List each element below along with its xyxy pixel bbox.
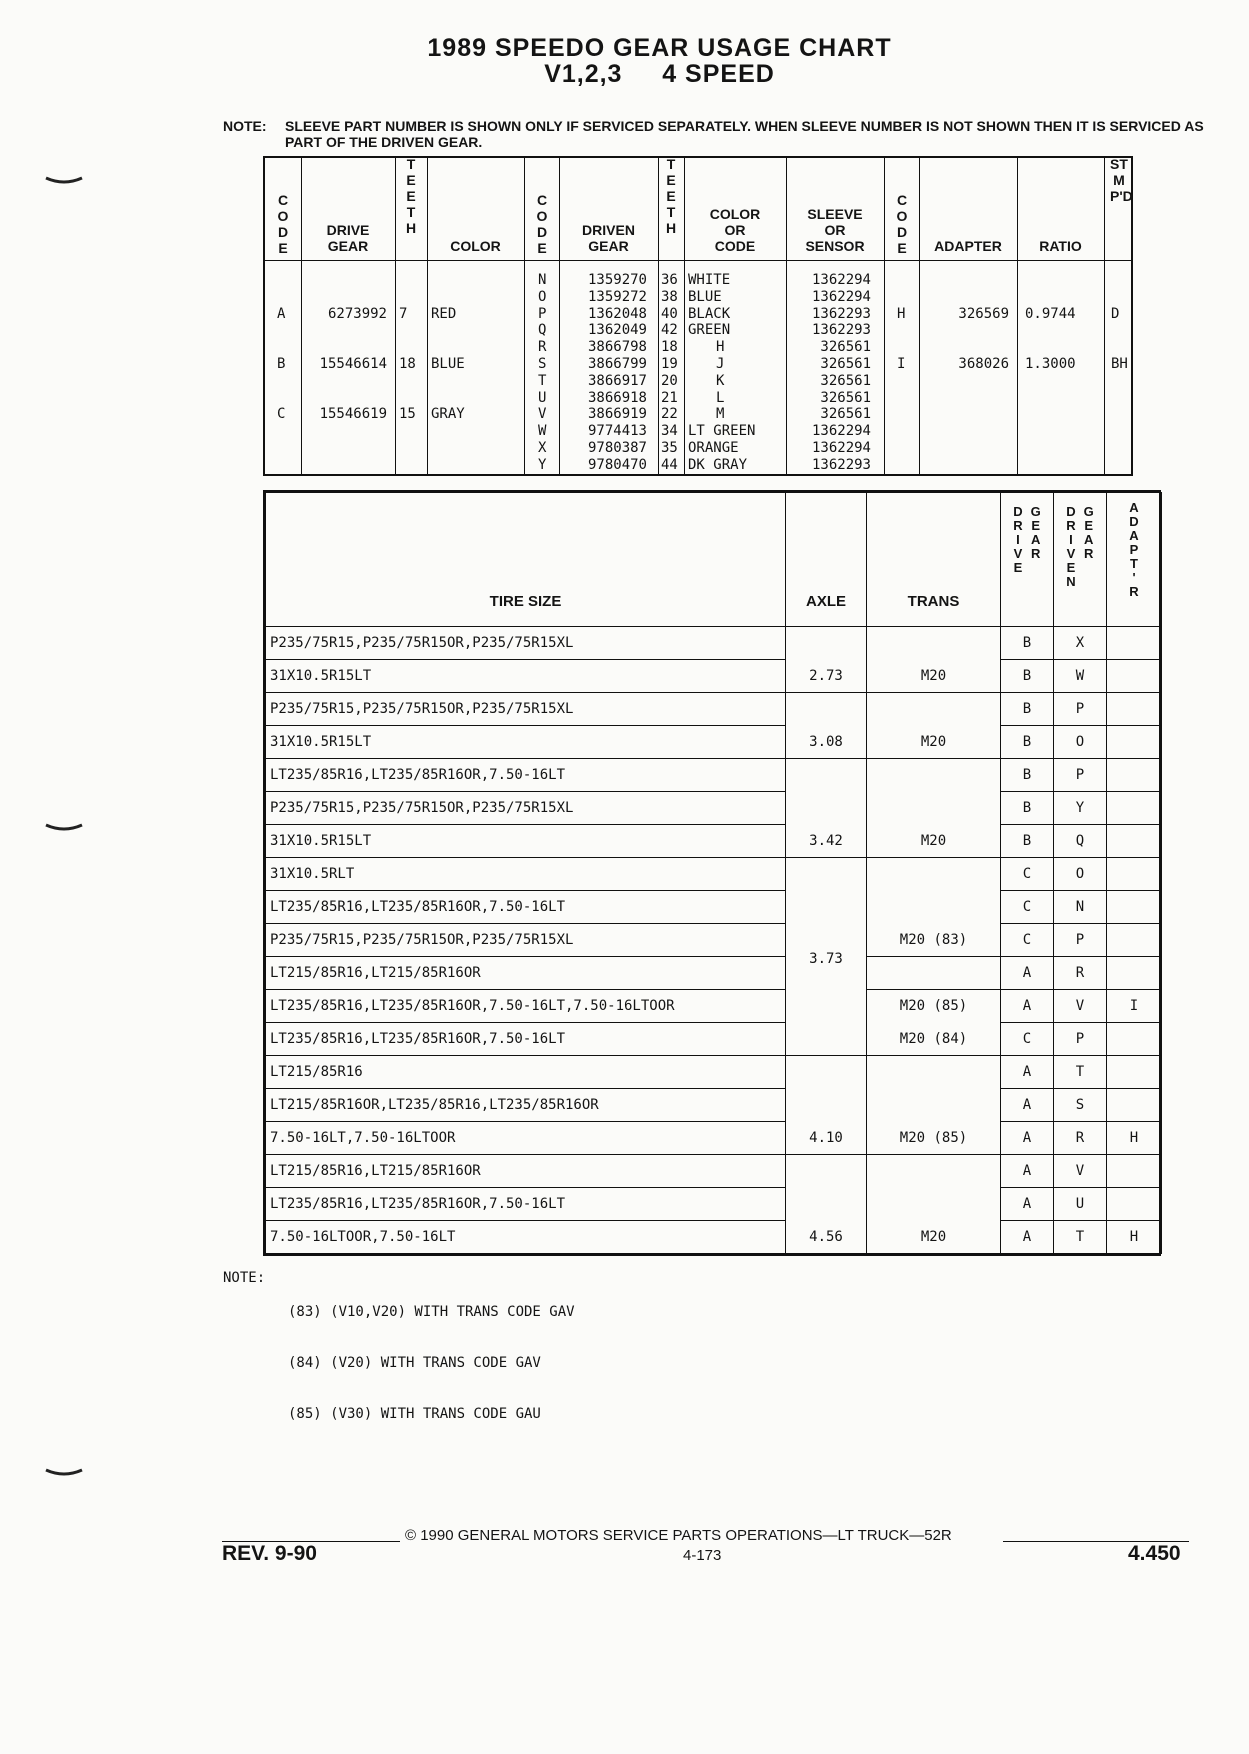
- adapter-number: 368026: [958, 355, 1009, 372]
- sleeve-number: 326561: [820, 389, 871, 406]
- adapter-gear-cell: [1107, 1155, 1162, 1188]
- axle-cell: 2.73: [786, 627, 867, 693]
- trans-cell: M20 (85): [867, 990, 1001, 1023]
- tire-size-cell: 31X10.5R15LT: [266, 825, 786, 858]
- drive-gear-number: 6273992: [327, 305, 387, 322]
- driven-teeth-column: [661, 272, 678, 474]
- driven-gear-number: 3866918: [587, 389, 647, 406]
- header-driven-gear: [1054, 493, 1107, 627]
- trans-cell: M20: [867, 759, 1001, 858]
- binder-mark: [44, 823, 84, 831]
- adapter-gear-cell: [1107, 792, 1162, 825]
- driven-gear-cell: R: [1054, 1122, 1107, 1155]
- driven-teeth: 18: [661, 339, 678, 356]
- header-letter-column: D R I V E: [1013, 504, 1023, 575]
- driven-color: L: [716, 389, 725, 406]
- drive-gear-cell: C: [1001, 924, 1054, 957]
- tire-size-cell: LT235/85R16,LT235/85R16OR,7.50-16LT: [266, 759, 786, 792]
- driven-gear-number: 1359270: [587, 272, 647, 288]
- table-row: [266, 858, 1162, 891]
- drive-code: C: [277, 406, 286, 423]
- table-row: [266, 957, 1162, 990]
- stmpd-value: D: [1111, 305, 1120, 322]
- tire-size-cell: LT215/85R16OR,LT235/85R16,LT235/85R16OR: [266, 1089, 786, 1122]
- top-note-text: SLEEVE PART NUMBER IS SHOWN ONLY IF SERVICED SEPARATELY. WHEN SLEEVE NUMBER IS NOT SHOWN THEN IT IS SERVICED AS PART OF THE DRIVEN GEAR.: [285, 118, 1204, 150]
- gear-header-color1: COLOR: [450, 238, 501, 254]
- driven-gear-column: [563, 272, 647, 474]
- gear-header-ratio: RATIO: [1039, 238, 1082, 254]
- driven-code: N: [538, 272, 547, 288]
- driven-gear-cell: V: [1054, 990, 1107, 1023]
- drive-gear-cell: A: [1001, 1155, 1054, 1188]
- tire-size-cell: LT215/85R16,LT215/85R16OR: [266, 957, 786, 990]
- driven-color: BLACK: [688, 305, 731, 322]
- ratio-value: 1.3000: [1025, 355, 1076, 372]
- driven-gear-cell: P: [1054, 693, 1107, 726]
- driven-gear-number: 1359272: [587, 288, 647, 305]
- driven-code: W: [538, 423, 547, 440]
- ratio-value: 0.9744: [1025, 305, 1076, 322]
- table-row: [266, 726, 1162, 759]
- adapter-gear-cell: [1107, 726, 1162, 759]
- driven-gear-cell: T: [1054, 1221, 1107, 1254]
- drive-gear-cell: A: [1001, 990, 1054, 1023]
- drive-gear-cell: A: [1001, 957, 1054, 990]
- trans-cell: M20: [867, 1155, 1001, 1254]
- table-row: [266, 1221, 1162, 1254]
- drive-code: B: [277, 355, 286, 372]
- adapter-number: 326569: [958, 305, 1009, 322]
- chart-subtitle: V1,2,3 4 SPEED: [544, 60, 775, 88]
- table-row: [266, 759, 1162, 792]
- drive-color-column: [431, 272, 465, 457]
- driven-color: H: [716, 339, 725, 356]
- drive-gear-cell: A: [1001, 1188, 1054, 1221]
- bottom-note-line: (85) (V30) WITH TRANS CODE GAU: [288, 1406, 541, 1422]
- table-row: [266, 792, 1162, 825]
- sleeve-number: 1362294: [811, 272, 871, 288]
- drive-gear-cell: B: [1001, 825, 1054, 858]
- table-row: [266, 1122, 1162, 1155]
- table-row: [266, 693, 1162, 726]
- driven-color: J: [716, 355, 725, 372]
- drive-code: A: [277, 305, 286, 322]
- driven-color: LT GREEN: [688, 423, 756, 440]
- driven-gear-number: 1362048: [587, 305, 647, 322]
- header-tire-size: TIRE SIZE: [266, 493, 786, 627]
- adapter-gear-cell: [1107, 1188, 1162, 1221]
- page-number: 4-173: [683, 1547, 722, 1564]
- ratio-column: [1025, 272, 1076, 406]
- gear-table: [263, 156, 1133, 476]
- drive-color: BLUE: [431, 355, 465, 372]
- driven-color: ORANGE: [688, 439, 739, 456]
- driven-gear-cell: O: [1054, 726, 1107, 759]
- driven-code: T: [538, 372, 547, 389]
- gear-header-teeth1: TEETH: [405, 156, 417, 236]
- driven-gear-number: 3866798: [587, 339, 647, 356]
- drive-gear-cell: B: [1001, 693, 1054, 726]
- section-number: 4.450: [1128, 1542, 1181, 1565]
- tire-size-cell: 31X10.5R15LT: [266, 660, 786, 693]
- trans-cell: M20: [867, 627, 1001, 693]
- axle-cell: 3.42: [786, 759, 867, 858]
- adapter-gear-cell: [1107, 1089, 1162, 1122]
- driven-color: BLUE: [688, 288, 722, 305]
- driven-gear-cell: W: [1054, 660, 1107, 693]
- adapter-gear-cell: [1107, 924, 1162, 957]
- header-letter-column: G E A R: [1030, 504, 1041, 561]
- adapter-gear-cell: H: [1107, 1221, 1162, 1254]
- drive-teeth: 7: [399, 305, 408, 322]
- gear-header-drive-gear: DRIVE GEAR: [326, 222, 370, 254]
- gear-header-adapter: ADAPTER: [934, 238, 1002, 254]
- adapter-gear-cell: [1107, 759, 1162, 792]
- tire-size-cell: P235/75R15,P235/75R15OR,P235/75R15XL: [266, 693, 786, 726]
- tire-size-cell: LT215/85R16,LT215/85R16OR: [266, 1155, 786, 1188]
- trans-cell: M20 (84): [867, 1023, 1001, 1056]
- table-row: [266, 1056, 1162, 1089]
- trans-cell: [867, 858, 1001, 891]
- tire-size-cell: LT235/85R16,LT235/85R16OR,7.50-16LT: [266, 1188, 786, 1221]
- tire-size-cell: LT235/85R16,LT235/85R16OR,7.50-16LT,7.50-16LTOOR: [266, 990, 786, 1023]
- driven-gear-cell: O: [1054, 858, 1107, 891]
- driven-gear-cell: P: [1054, 1023, 1107, 1056]
- driven-code: R: [538, 339, 547, 356]
- drive-gear-number: 15546614: [319, 355, 387, 372]
- sleeve-number: 326561: [820, 355, 871, 372]
- driven-gear-number: 9774413: [587, 423, 647, 440]
- adapter-gear-cell: I: [1107, 990, 1162, 1023]
- tire-size-cell: LT235/85R16,LT235/85R16OR,7.50-16LT: [266, 1023, 786, 1056]
- header-drive-gear: [1001, 493, 1054, 627]
- tire-size-cell: LT215/85R16: [266, 1056, 786, 1089]
- drive-gear-column: [305, 272, 387, 457]
- axle-cell: 3.73: [786, 858, 867, 1056]
- gear-header-code1: CODE: [277, 192, 289, 256]
- binder-mark: [44, 1468, 84, 1476]
- drive-gear-cell: B: [1001, 660, 1054, 693]
- driven-gear-cell: Q: [1054, 825, 1107, 858]
- axle-cell: 3.08: [786, 693, 867, 759]
- driven-code: U: [538, 389, 547, 406]
- copyright-text: © 1990 GENERAL MOTORS SERVICE PARTS OPERATIONS—LT TRUCK—52R: [405, 1527, 952, 1544]
- bottom-note-label: NOTE:: [223, 1270, 266, 1286]
- driven-teeth: 21: [661, 389, 678, 406]
- driven-teeth: 40: [661, 305, 678, 322]
- drive-gear-cell: C: [1001, 891, 1054, 924]
- gear-header-code3: CODE: [896, 192, 908, 256]
- drive-gear-cell: A: [1001, 1056, 1054, 1089]
- tire-size-cell: 7.50-16LTOOR,7.50-16LT: [266, 1221, 786, 1254]
- table-row: [266, 1188, 1162, 1221]
- stmpd-column: [1111, 272, 1145, 406]
- adapter-gear-cell: [1107, 693, 1162, 726]
- trans-cell: M20 (85): [867, 1056, 1001, 1155]
- stmpd-value: BH: [1111, 355, 1128, 372]
- adapter-number-column: [925, 272, 1009, 406]
- gear-header-code2: CODE: [536, 192, 548, 256]
- table-row: [266, 891, 1162, 924]
- drive-color: GRAY: [431, 406, 465, 423]
- driven-gear-cell: X: [1054, 627, 1107, 660]
- adapter-gear-cell: H: [1107, 1122, 1162, 1155]
- gear-header-driven-gear: DRIVEN GEAR: [582, 222, 635, 254]
- driven-gear-cell: Y: [1054, 792, 1107, 825]
- table-row: [266, 1023, 1162, 1056]
- table-row: [266, 924, 1162, 957]
- sleeve-number: 326561: [820, 406, 871, 423]
- driven-code: X: [538, 439, 547, 456]
- driven-color-column: [688, 272, 755, 474]
- tire-size-cell: 31X10.5RLT: [266, 858, 786, 891]
- driven-gear-cell: P: [1054, 924, 1107, 957]
- driven-gear-cell: N: [1054, 891, 1107, 924]
- driven-code: V: [538, 406, 547, 423]
- sleeve-number: 1362293: [811, 305, 871, 322]
- adapter-code: H: [897, 305, 906, 322]
- tire-size-cell: 7.50-16LT,7.50-16LTOOR: [266, 1122, 786, 1155]
- sleeve-number: 1362293: [811, 456, 871, 473]
- gear-header-sleeve: SLEEVE OR SENSOR: [805, 206, 865, 254]
- gear-header-teeth2: TEETH: [665, 156, 677, 236]
- drive-teeth: 18: [399, 355, 416, 372]
- drive-gear-cell: A: [1001, 1122, 1054, 1155]
- table-row: [266, 1089, 1162, 1122]
- adapter-gear-cell: [1107, 660, 1162, 693]
- driven-gear-cell: T: [1054, 1056, 1107, 1089]
- bottom-note-line: (83) (V10,V20) WITH TRANS CODE GAV: [288, 1304, 575, 1320]
- trans-cell: M20 (83): [867, 924, 1001, 957]
- sleeve-number: 1362294: [811, 439, 871, 456]
- adapter-gear-cell: [1107, 825, 1162, 858]
- table-row: [266, 825, 1162, 858]
- axle-cell: 4.10: [786, 1056, 867, 1155]
- tire-size-cell: P235/75R15,P235/75R15OR,P235/75R15XL: [266, 627, 786, 660]
- driven-teeth: 38: [661, 288, 678, 305]
- header-letter-column: A D A P T ' R: [1129, 500, 1139, 599]
- bottom-note-line: (84) (V20) WITH TRANS CODE GAV: [288, 1355, 541, 1371]
- driven-teeth: 42: [661, 322, 678, 339]
- table-row: [266, 660, 1162, 693]
- drive-gear-cell: B: [1001, 726, 1054, 759]
- driven-gear-number: 9780387: [587, 439, 647, 456]
- gear-header-stmpd: STMP'D: [1110, 156, 1133, 204]
- table-row: [266, 990, 1162, 1023]
- driven-teeth: 19: [661, 355, 678, 372]
- table-row: [266, 627, 1162, 660]
- tire-size-cell: P235/75R15,P235/75R15OR,P235/75R15XL: [266, 792, 786, 825]
- driven-gear-number: 3866799: [587, 355, 647, 372]
- driven-teeth: 44: [661, 456, 678, 473]
- header-letter-column: G E A R: [1083, 504, 1094, 561]
- driven-color: DK GRAY: [688, 456, 748, 473]
- axle-cell: 4.56: [786, 1155, 867, 1254]
- drive-gear-cell: B: [1001, 627, 1054, 660]
- sleeve-column: [786, 272, 871, 474]
- drive-gear-cell: C: [1001, 1023, 1054, 1056]
- sleeve-number: 1362294: [811, 423, 871, 440]
- driven-gear-number: 1362049: [587, 322, 647, 339]
- adapter-code: I: [897, 355, 906, 372]
- drive-color: RED: [431, 305, 457, 322]
- driven-gear-cell: R: [1054, 957, 1107, 990]
- driven-teeth: 35: [661, 439, 678, 456]
- driven-color: GREEN: [688, 322, 731, 339]
- driven-code-column: [538, 272, 546, 474]
- drive-gear-cell: A: [1001, 1221, 1054, 1254]
- revision-label: REV. 9-90: [222, 1542, 317, 1565]
- driven-gear-number: 3866917: [587, 372, 647, 389]
- driven-teeth: 22: [661, 406, 678, 423]
- bottom-note: [223, 1270, 575, 1422]
- driven-teeth: 34: [661, 423, 678, 440]
- chart-title: 1989 SPEEDO GEAR USAGE CHART: [427, 34, 892, 62]
- adapter-gear-cell: [1107, 891, 1162, 924]
- driven-color: WHITE: [688, 272, 731, 288]
- driven-gear-number: 3866919: [587, 406, 647, 423]
- drive-gear-cell: A: [1001, 1089, 1054, 1122]
- adapter-gear-cell: [1107, 1056, 1162, 1089]
- driven-code: S: [538, 355, 547, 372]
- driven-teeth: 36: [661, 272, 678, 288]
- driven-gear-cell: V: [1054, 1155, 1107, 1188]
- header-letter-column: D R I V E N: [1066, 504, 1076, 589]
- binder-mark: [44, 176, 84, 184]
- driven-gear-cell: U: [1054, 1188, 1107, 1221]
- sleeve-number: 1362293: [811, 322, 871, 339]
- adapter-gear-cell: [1107, 858, 1162, 891]
- drive-teeth-column: [399, 272, 433, 457]
- driven-gear-cell: P: [1054, 759, 1107, 792]
- trans-cell: [867, 891, 1001, 924]
- top-note-label: NOTE:: [223, 118, 267, 134]
- driven-code: Q: [538, 322, 547, 339]
- sleeve-number: 326561: [820, 372, 871, 389]
- driven-code: O: [538, 288, 547, 305]
- driven-code: P: [538, 305, 547, 322]
- trans-cell: [867, 957, 1001, 990]
- header-adapter: [1107, 493, 1162, 627]
- tire-size-cell: 31X10.5R15LT: [266, 726, 786, 759]
- driven-color: K: [716, 372, 725, 389]
- adapter-gear-cell: [1107, 1023, 1162, 1056]
- tire-table: [263, 490, 1161, 1256]
- driven-gear-number: 9780470: [587, 456, 647, 473]
- drive-gear-cell: B: [1001, 759, 1054, 792]
- header-axle: AXLE: [786, 493, 867, 627]
- table-row: [266, 1155, 1162, 1188]
- drive-gear-cell: B: [1001, 792, 1054, 825]
- drive-teeth: 15: [399, 406, 416, 423]
- drive-gear-cell: C: [1001, 858, 1054, 891]
- adapter-gear-cell: [1107, 957, 1162, 990]
- tire-size-cell: P235/75R15,P235/75R15OR,P235/75R15XL: [266, 924, 786, 957]
- driven-gear-cell: S: [1054, 1089, 1107, 1122]
- adapter-gear-cell: [1107, 627, 1162, 660]
- driven-teeth: 20: [661, 372, 678, 389]
- sleeve-number: 326561: [820, 339, 871, 356]
- sleeve-number: 1362294: [811, 288, 871, 305]
- driven-code: Y: [538, 456, 547, 473]
- tire-size-cell: LT235/85R16,LT235/85R16OR,7.50-16LT: [266, 891, 786, 924]
- gear-header-color-or-code: COLOR OR CODE: [709, 206, 761, 254]
- header-trans: TRANS: [867, 493, 1001, 627]
- driven-color: M: [716, 406, 725, 423]
- trans-cell: M20: [867, 693, 1001, 759]
- drive-gear-number: 15546619: [319, 406, 387, 423]
